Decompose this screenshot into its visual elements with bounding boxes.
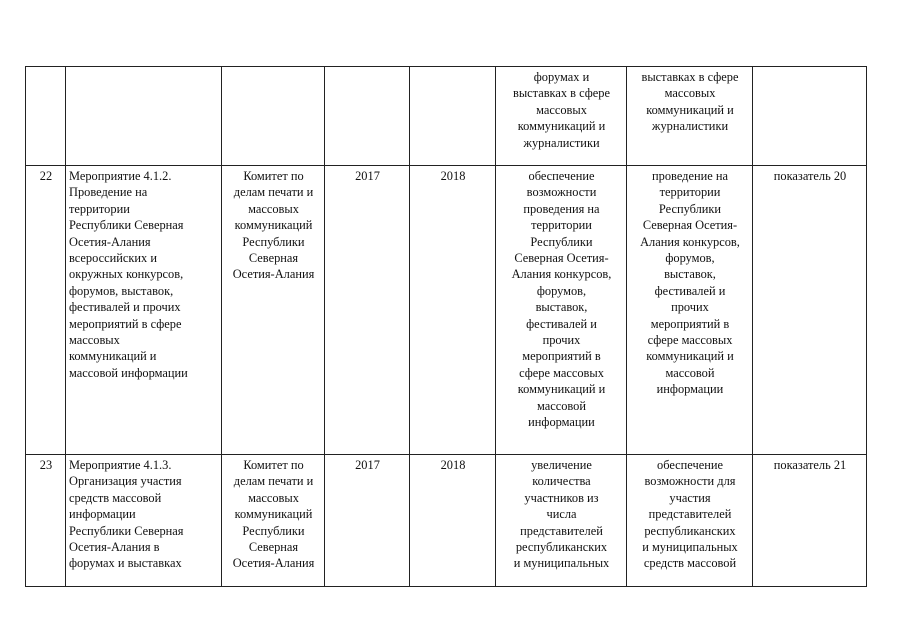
short-term-result-cell: обеспечение возможности проведения на территории Республики Северная Осетия- Алания конкурсов, форумов, выставок, фестивалей и прочих мероприятий в сфере массовых коммуникаций и массовой информации bbox=[496, 166, 627, 455]
table-row bbox=[26, 166, 867, 455]
executor-cell: Комитет по делам печати и массовых коммуникаций Республики Северная Осетия-Алания bbox=[222, 455, 325, 587]
row-number-cell: 23 bbox=[26, 455, 66, 587]
indicator-cell: показатель 21 bbox=[753, 455, 867, 587]
end-year-cell: 2018 bbox=[410, 455, 496, 587]
end-year-cell: 2018 bbox=[410, 166, 496, 455]
row-number-cell bbox=[26, 67, 66, 166]
activity-name-cell: Мероприятие 4.1.3. Организация участия средств массовой информации Республики Северная Осетия-Алания в форумах и выставках bbox=[66, 455, 222, 587]
executor-cell bbox=[222, 67, 325, 166]
short-term-result-cell: форумах и выставках в сфере массовых коммуникаций и журналистики bbox=[496, 67, 627, 166]
long-term-result-cell: выставках в сфере массовых коммуникаций и журналистики bbox=[627, 67, 753, 166]
indicator-cell bbox=[753, 67, 867, 166]
start-year-cell: 2017 bbox=[325, 455, 410, 587]
executor-cell: Комитет по делам печати и массовых коммуникаций Республики Северная Осетия-Алания bbox=[222, 166, 325, 455]
long-term-result-cell: обеспечение возможности для участия представителей республиканских и муниципальных средств массовой bbox=[627, 455, 753, 587]
start-year-cell: 2017 bbox=[325, 166, 410, 455]
activity-name-cell bbox=[66, 67, 222, 166]
start-year-cell bbox=[325, 67, 410, 166]
short-term-result-cell: увеличение количества участников из числа представителей республиканских и муниципальных bbox=[496, 455, 627, 587]
table-row bbox=[26, 67, 867, 166]
indicator-cell: показатель 20 bbox=[753, 166, 867, 455]
activity-name-cell: Мероприятие 4.1.2. Проведение на территории Республики Северная Осетия-Алания всероссийских и окружных конкурсов, форумов, выставок, фестивалей и прочих мероприятий в сфере массовых коммуникаций и массовой информации bbox=[66, 166, 222, 455]
program-activities-table bbox=[25, 66, 867, 587]
long-term-result-cell: проведение на территории Республики Северная Осетия- Алания конкурсов, форумов, выставок, фестивалей и прочих мероприятий в сфере массовых коммуникаций и массовой информации bbox=[627, 166, 753, 455]
row-number-cell: 22 bbox=[26, 166, 66, 455]
table-row bbox=[26, 455, 867, 587]
end-year-cell bbox=[410, 67, 496, 166]
